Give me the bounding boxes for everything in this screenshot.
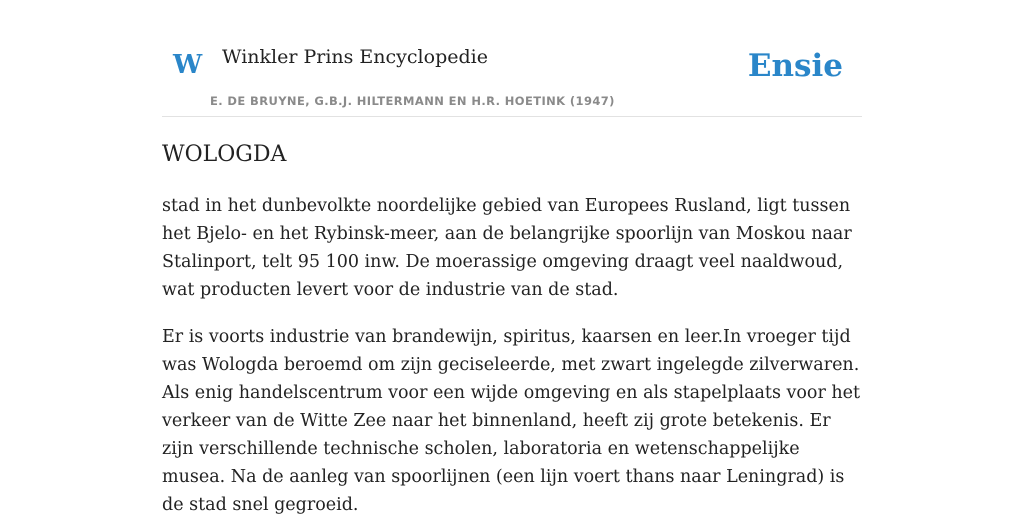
entry-paragraph: stad in het dunbevolkte noordelijke gebied van Europees Rusland, ligt tussen het Bjelo- en het Rybinsk-meer, aan de belangrijke spoorlijn van Moskou naar Stalinport, telt 95 100 inw. De moerassige omgeving draagt veel naaldwoud, wat producten levert voor de industrie van de stad. [162,196,852,300]
source-authors: E. DE BRUYNE, G.B.J. HILTERMANN EN H.R. HOETINK (1947) [210,94,615,108]
ensie-logo-link[interactable]: Ensie [747,48,843,84]
entry-paragraph: Er is voorts industrie van brandewijn, spiritus, kaarsen en leer.In vroeger tijd was Wologda beroemd om zijn geciseleerde, met zwart ingelegde zilverwaren. Als enig handelscentrum voor een wijde omgeving en als stapelplaats voor het verkeer van de Witte Zee naar het binnenland, heeft zij grote betekenis. Er zijn verschillende technische scholen, laboratoria en wetenschappelijke musea. Na de aanleg van spoorlijnen (een lijn voert thans naar Leningrad) is de stad snel gegroeid. [162,327,861,515]
source-header [162,0,862,117]
page-container [162,0,862,515]
winkler-prins-logo[interactable]: W [173,50,203,80]
entry-title: WOLOGDA [162,142,287,167]
source-title[interactable]: Winkler Prins Encyclopedie [222,46,488,68]
